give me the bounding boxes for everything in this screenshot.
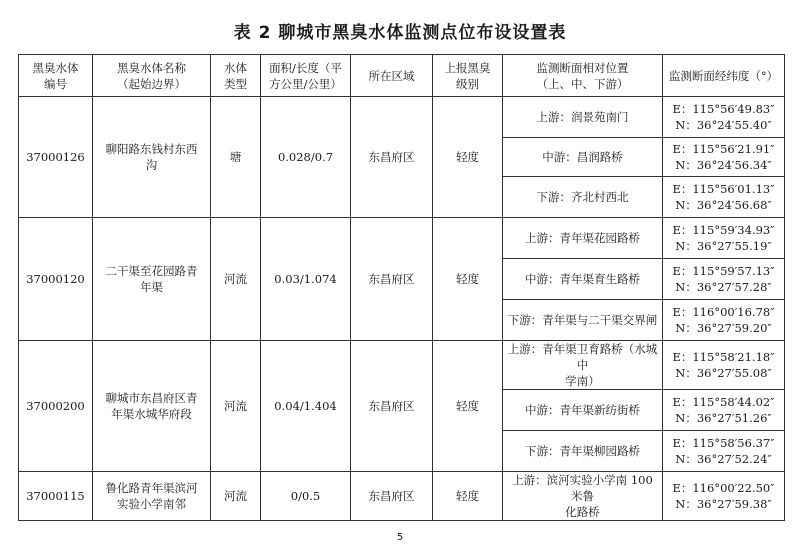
table-row <box>19 341 785 390</box>
section-position: 中游：昌润路桥 <box>503 138 663 177</box>
section-coords: E：116°00′22.50″ N：36°27′59.38″ <box>663 472 785 521</box>
body-level: 轻度 <box>433 97 503 218</box>
body-name: 二干渠至花园路青 年渠 <box>93 218 211 341</box>
section-position: 上游：滨河实验小学南 100 米鲁 化路桥 <box>503 472 663 521</box>
body-code: 37000126 <box>19 97 93 218</box>
body-code: 37000115 <box>19 472 93 521</box>
header-district: 所在区域 <box>351 55 433 97</box>
table-row <box>19 97 785 138</box>
header-name: 黑臭水体名称 （起始边界） <box>93 55 211 97</box>
header-code: 黑臭水体 编号 <box>19 55 93 97</box>
body-level: 轻度 <box>433 218 503 341</box>
body-level: 轻度 <box>433 472 503 521</box>
section-coords: E：115°56′01.13″ N：36°24′56.68″ <box>663 177 785 218</box>
monitoring-table <box>18 54 785 521</box>
section-position: 上游：润景苑南门 <box>503 97 663 138</box>
body-district: 东昌府区 <box>351 218 433 341</box>
body-level: 轻度 <box>433 341 503 472</box>
body-type: 塘 <box>211 97 261 218</box>
section-coords: E：116°00′16.78″ N：36°27′59.20″ <box>663 300 785 341</box>
body-type: 河流 <box>211 472 261 521</box>
section-position: 下游：青年渠与二干渠交界闸 <box>503 300 663 341</box>
header-level: 上报黑臭 级别 <box>433 55 503 97</box>
header-type: 水体 类型 <box>211 55 261 97</box>
body-district: 东昌府区 <box>351 472 433 521</box>
body-area: 0.03/1.074 <box>261 218 351 341</box>
section-position: 上游：青年渠卫育路桥（水城中 学南） <box>503 341 663 390</box>
body-name: 聊阳路东钱村东西 沟 <box>93 97 211 218</box>
page-title: 表 2 聊城市黑臭水体监测点位布设设置表 <box>233 23 567 43</box>
body-area: 0.04/1.404 <box>261 341 351 472</box>
section-position: 中游：青年渠新纺街桥 <box>503 390 663 431</box>
section-position: 中游：青年渠育生路桥 <box>503 259 663 300</box>
body-district: 东昌府区 <box>351 341 433 472</box>
section-coords: E：115°58′44.02″ N：36°27′51.26″ <box>663 390 785 431</box>
section-coords: E：115°59′57.13″ N：36°27′57.28″ <box>663 259 785 300</box>
body-code: 37000120 <box>19 218 93 341</box>
body-name: 鲁化路青年渠滨河 实验小学南邻 <box>93 472 211 521</box>
section-coords: E：115°58′21.18″ N：36°27′55.08″ <box>663 341 785 390</box>
section-position: 下游：齐北村西北 <box>503 177 663 218</box>
body-area: 0/0.5 <box>261 472 351 521</box>
body-name: 聊城市东昌府区青 年渠水城华府段 <box>93 341 211 472</box>
body-area: 0.028/0.7 <box>261 97 351 218</box>
body-type: 河流 <box>211 341 261 472</box>
table-row <box>19 472 785 521</box>
section-position: 下游：青年渠柳园路桥 <box>503 431 663 472</box>
table-row <box>19 218 785 259</box>
section-coords: E：115°59′34.93″ N：36°27′55.19″ <box>663 218 785 259</box>
page-number: 5 <box>396 532 404 543</box>
header-row <box>19 55 785 97</box>
body-district: 东昌府区 <box>351 97 433 218</box>
section-coords: E：115°56′49.83″ N：36°24′55.40″ <box>663 97 785 138</box>
section-coords: E：115°56′21.91″ N：36°24′56.34″ <box>663 138 785 177</box>
section-position: 上游：青年渠花园路桥 <box>503 218 663 259</box>
body-code: 37000200 <box>19 341 93 472</box>
section-coords: E：115°58′56.37″ N：36°27′52.24″ <box>663 431 785 472</box>
header-position: 监测断面相对位置 （上、中、下游） <box>503 55 663 97</box>
body-type: 河流 <box>211 218 261 341</box>
header-coords: 监测断面经纬度（°） <box>663 55 785 97</box>
header-area: 面积/长度（平 方公里/公里） <box>261 55 351 97</box>
